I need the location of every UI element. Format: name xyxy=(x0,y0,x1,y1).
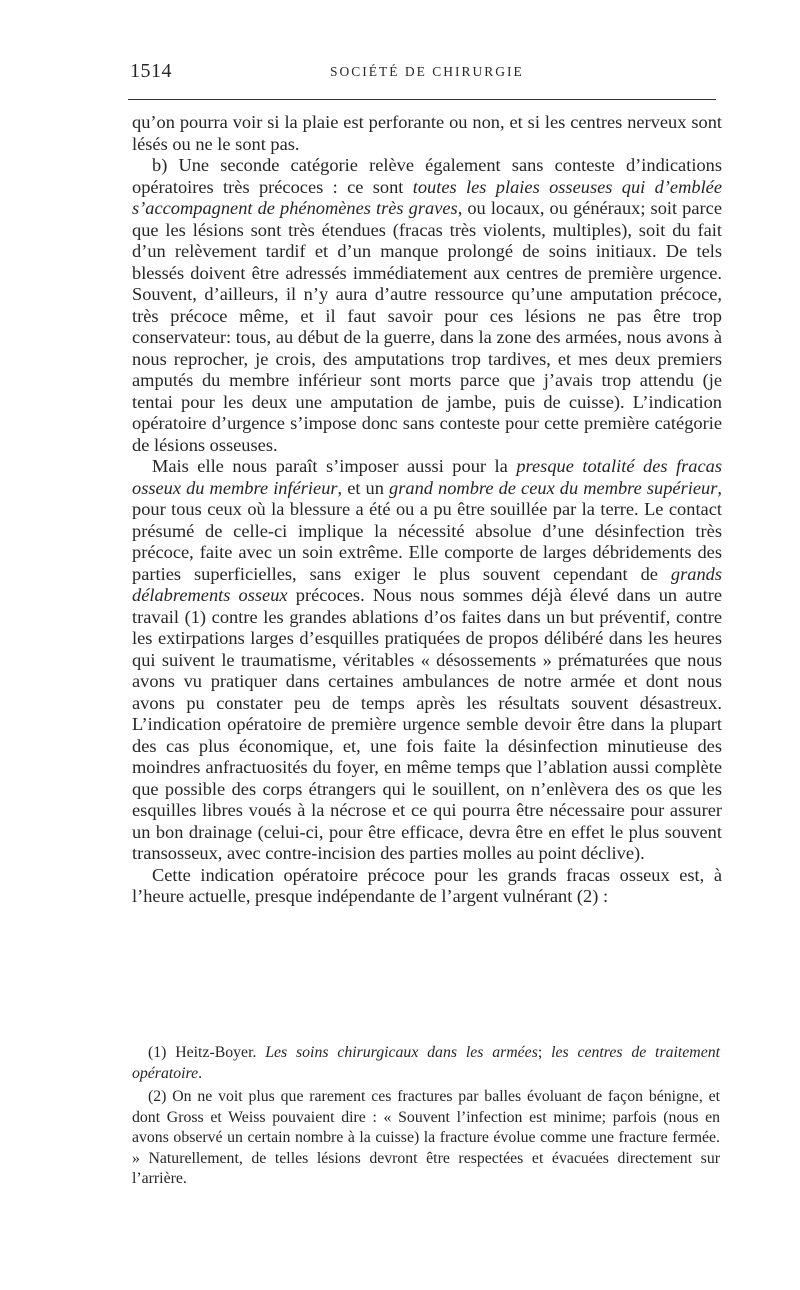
paragraph-1: qu’on pourra voir si la plaie est perforante ou non, et si les centres nerveux sont lésés ou ne le sont pas. xyxy=(132,112,722,154)
main-text xyxy=(132,112,722,908)
footnote-2: (2) On ne voit plus que rarement ces fractures par balles évoluant de façon bénigne, et dont Gross et Weiss pouvaient dire : « Souvent l’infection est minime; parfois (nous en avons observé un certain nombre à la cuisse) la fracture évolue comme une fracture fermée. » Naturellement, de telles lésions devront être respectées et évacuées directement sur l’arrière. xyxy=(132,1088,720,1187)
page-header xyxy=(130,60,715,86)
page-number: 1514 xyxy=(130,60,172,82)
running-title: SOCIÉTÉ DE CHIRURGIE xyxy=(330,64,524,79)
paragraph-4: Cette indication opératoire précoce pour les grands fracas osseux est, à l’heure actuelle, presque indépendante de l’argent vulnérant (2) : xyxy=(132,864,722,906)
header-rule xyxy=(128,99,716,100)
paragraph-2: b) Une seconde catégorie relève également sans conteste d’indications opératoires très précoces : ce sont toutes les plaies osseuses qui d’emblée s’accompagnent de phénomènes très graves, ou locaux, ou généraux; soit parce que les lésions sont très étendues (fracas très violents, multiples), soit du fait d’un relèvement tardif et d’un manque prolongé de soins initiaux. De tels blessés doivent être adressés immédiatement aux centres de première urgence. Souvent, d’ailleurs, il n’y aura d’autre ressource qu’une amputation précoce, très précoce même, et il faut savoir pour ces lésions ne pas être trop conservateur: tous, au début de la guerre, dans la zone des armées, nous avons à nous reprocher, je crois, des amputations trop tardives, et mes deux premiers amputés du membre inférieur sont morts parce que j’avais trop attendu (je tentai pour les deux une amputation de jambe, puis de cuisse). L’indication opératoire d’urgence s’impose donc sans conteste pour cette première catégorie de lésions osseuses. xyxy=(132,155,722,455)
footnote-1: (1) Heitz-Boyer. Les soins chirurgicaux dans les armées; les centres de traitement opératoire. xyxy=(132,1044,720,1082)
footnotes xyxy=(132,1043,720,1193)
paragraph-3: Mais elle nous paraît s’imposer aussi pour la presque totalité des fracas osseux du membre inférieur, et un grand nombre de ceux du membre supérieur, pour tous ceux où la blessure a été ou a pu être souillée par la terre. Le contact présumé de celle-ci implique la nécessité absolue d’une désinfection très précoce, faite avec un soin extrême. Elle comporte de larges débridements des parties superficielles, sans exiger le plus souvent cependant de grands délabrements osseux précoces. Nous nous sommes déjà élevé dans un autre travail (1) contre les grandes ablations d’os faites dans un but préventif, contre les extirpations larges d’esquilles pratiquées de propos délibéré dans les heures qui suivent le traumatisme, véritables « désossements » prématurées que nous avons vu pratiquer dans certaines ambulances de notre armée et dont nous avons pu constater peu de temps après les résultats souvent désastreux. L’indication opératoire de première urgence semble devoir être dans la plupart des cas plus économique, et, une fois faite la désinfection minutieuse des moindres anfractuosités du foyer, en même temps que l’ablation aussi complète que possible des corps étrangers qui le souillent, on n’enlèvera des os que les esquilles libres voués à la nécrose et ce qui pourra être nécessaire pour assurer un bon drainage (celui-ci, pour être efficace, devra être en effet le plus souvent transosseux, avec contre-incision des parties molles au point déclive). xyxy=(132,456,723,863)
